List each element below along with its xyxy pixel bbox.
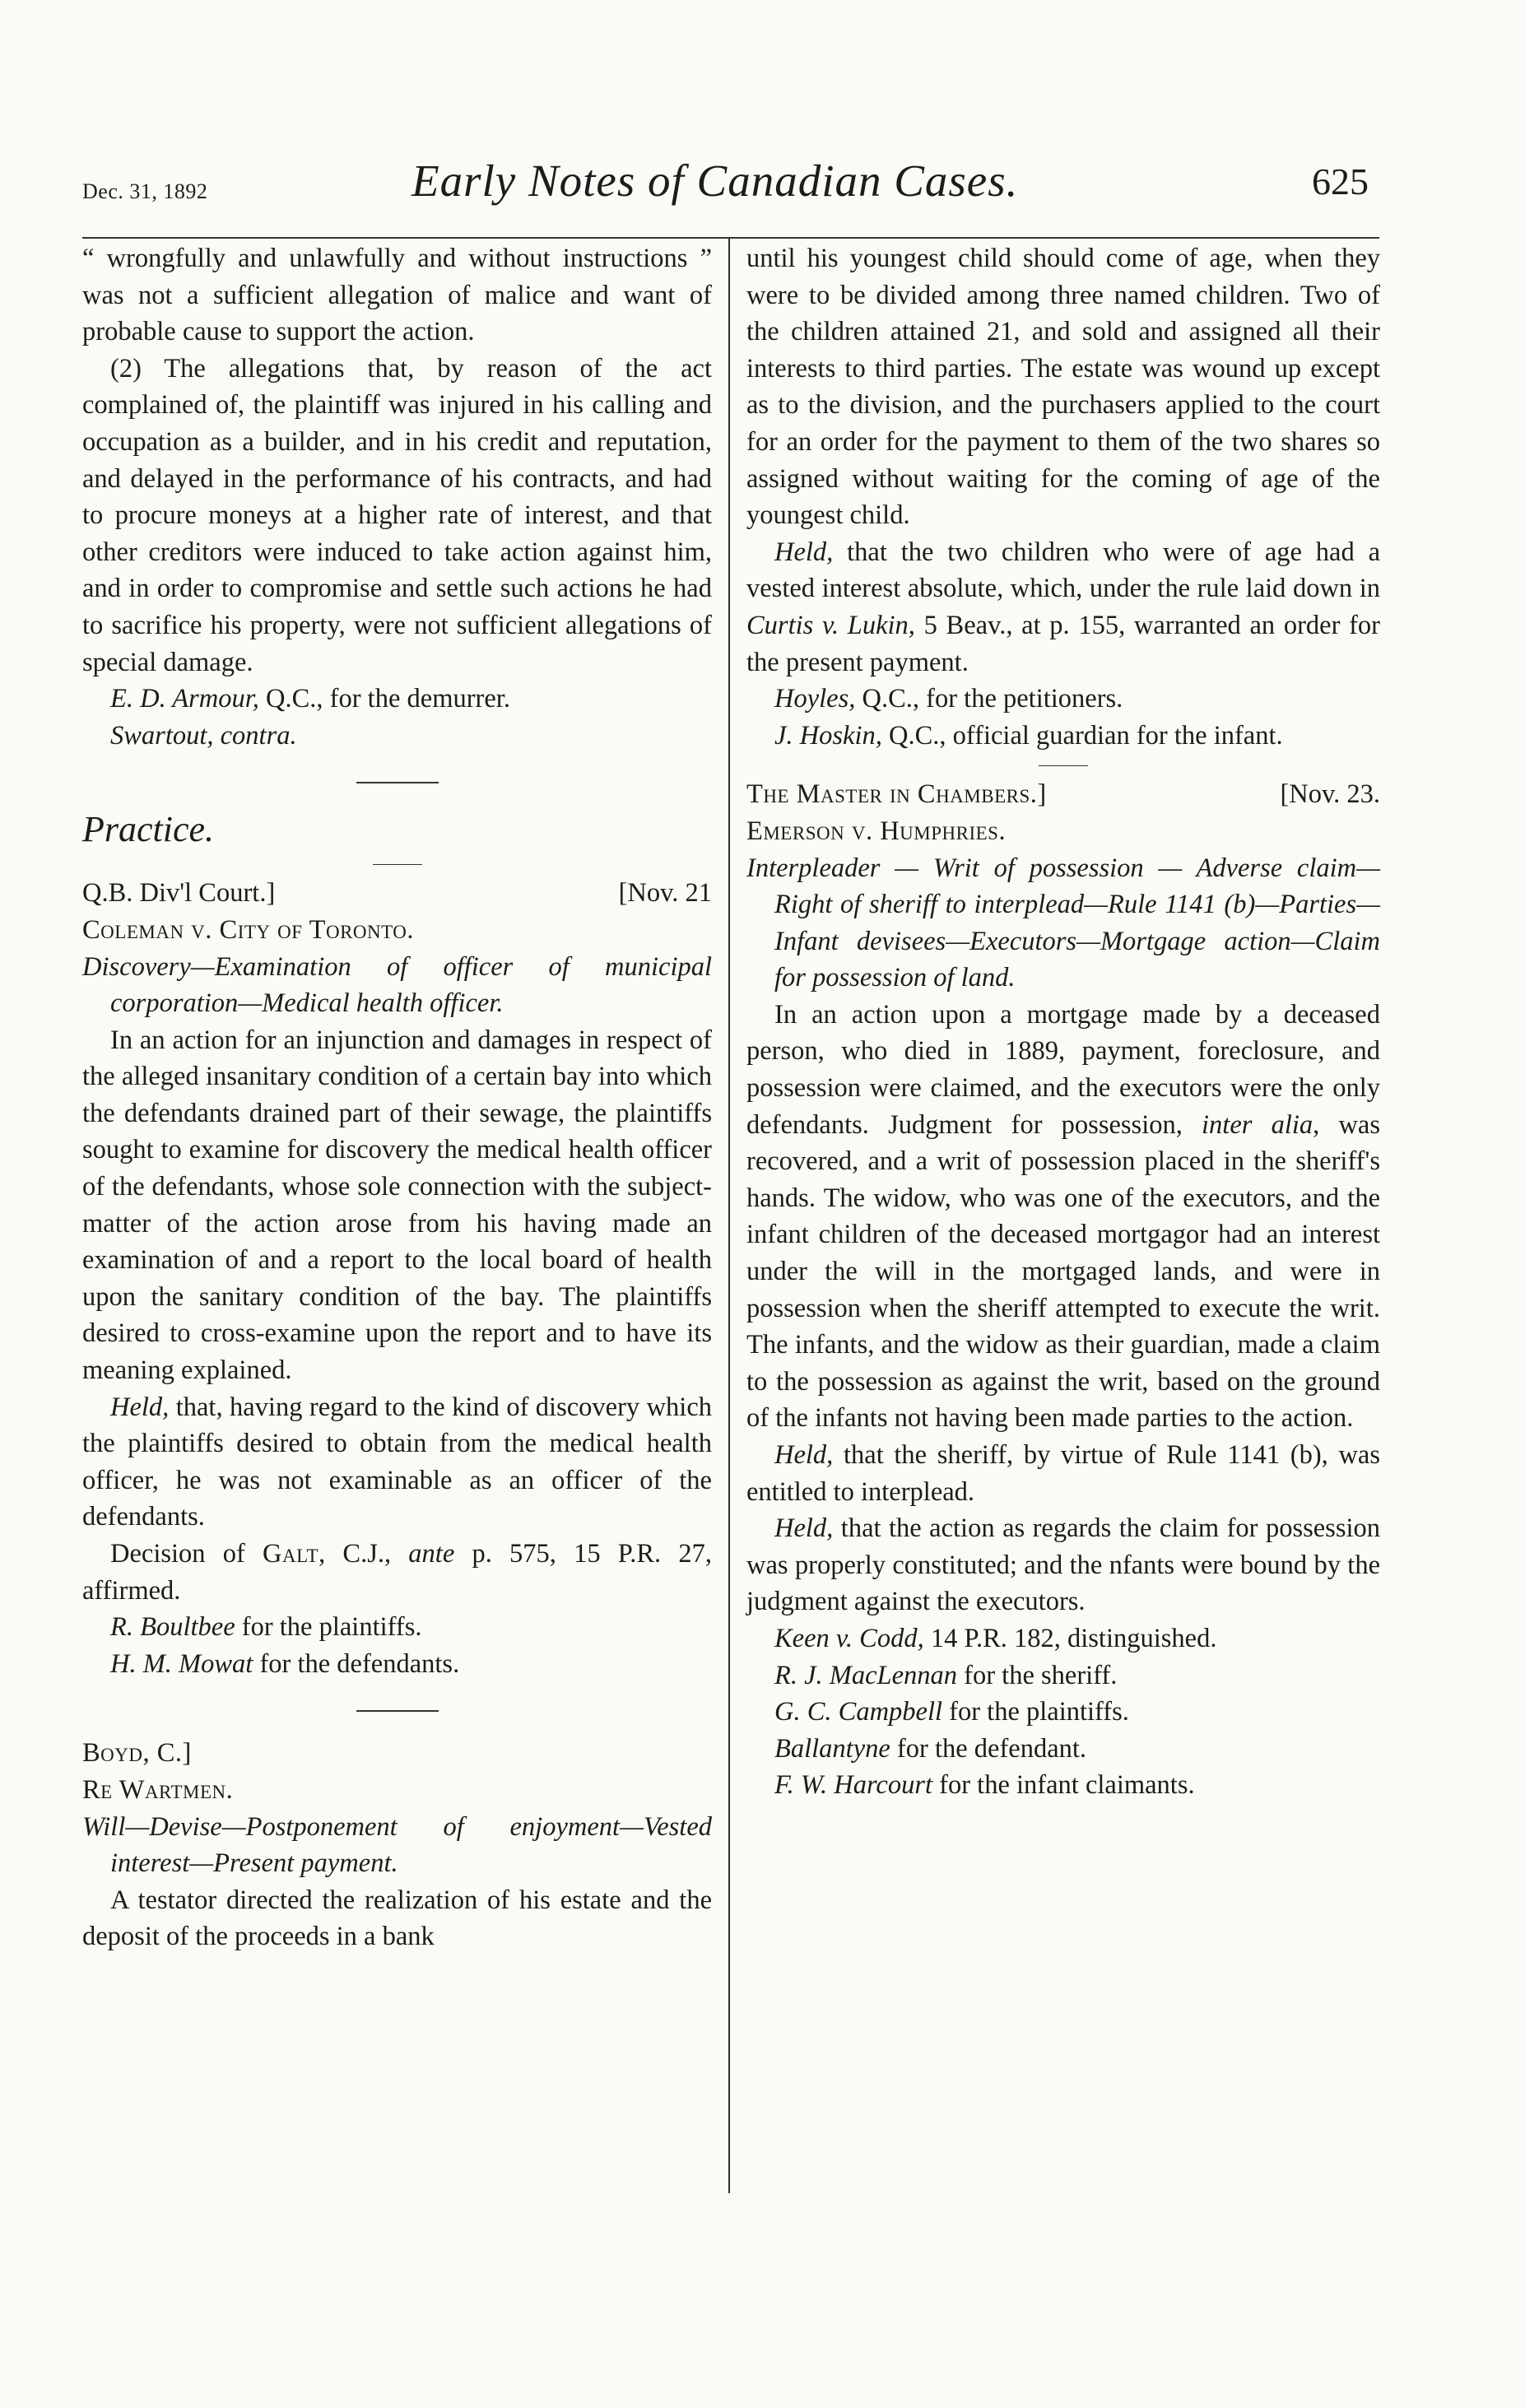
counsel-line: Swartout, contra.	[110, 720, 297, 751]
right-column	[746, 240, 1380, 1804]
paragraph: In an action upon a mortgage made by a deceased person, who died in 1889, payment, foreclosure, and possession were claimed, and the executors were the only defendants. Judgment for possession, inter alia, was recovered, and a writ of possession placed in the sheriff's hands. The widow, who was one of the executors, and the infant children of the deceased mortgagor had an interest under the will in the mortgaged lands, and were in possession when the sheriff attempted to execute the writ. The infants, and the widow as their guardian, made a claim to the possession as against the writ, based on the ground of the infants not having been made parties to the action.	[746, 999, 1380, 1434]
paragraph: until his youngest child should come of age, when they were to be divided among three named children. Two of the children attained 21, and sold and assigned all their interests to third parties. The estate was wound up except as to the division, and the purchasers applied to the court for an order for the payment to them of the two shares so assigned without waiting for the coming of age of the youngest child.	[746, 244, 1380, 531]
counsel-line: Ballantyne for the defendant.	[774, 1733, 1087, 1764]
page-number: 625	[1312, 160, 1369, 202]
court-name: The Master in Chambers.]	[746, 779, 1047, 810]
case-title: Coleman v. City of Toronto.	[82, 914, 414, 945]
paragraph: Decision of Galt, C.J., ante p. 575, 15 P.R. 27, affirmed.	[82, 1539, 713, 1606]
counsel-name: E. D. Armour,	[110, 684, 259, 714]
divider	[1039, 765, 1088, 766]
divider	[373, 864, 422, 865]
case-title: Emerson v. Humphries.	[746, 816, 1007, 846]
counsel-line: G. C. Campbell for the plaintiffs.	[774, 1697, 1129, 1727]
counsel-line: H. M. Mowat for the defendants.	[110, 1648, 460, 1679]
header-date: Dec. 31, 1892	[82, 179, 208, 203]
counsel-line: Hoyles, Q.C., for the petitioners.	[774, 684, 1123, 714]
paragraph: “ wrongfully and unlawfully and without instructions ” was not a sufficient allegation of malice and want of probable cause to support the action.	[82, 244, 712, 347]
paragraph: (2) The allegations that, by reason of the act complained of, the plaintiff was injured in his calling and occupation as a builder, and in his credit and reputation, and delayed in the performance of his contracts, and had to procure moneys at a higher rate of interest, and that other creditors were induced to take action against him, and in order to compromise and settle such actions he had to sacrifice his property, were not sufficient allegations of special damage.	[82, 353, 712, 677]
running-header	[0, 148, 1525, 214]
counsel-line: E. D. Armour, Q.C., for the demurrer.	[110, 684, 510, 714]
court-line	[746, 776, 1380, 813]
headnote: Interpleader — Writ of possession — Adverse claim—Right of sheriff to interplead—Rule 1141 (b)—Parties—Infant devisees—Executors—Mortgage action—Claim for possession of land.	[746, 853, 1380, 993]
left-column	[82, 240, 712, 1955]
paragraph: In an action for an injunction and damages in respect of the alleged insanitary condition of a certain bay into which the defendants drained part of their sewage, the plaintiffs sought to examine for discovery the medical health officer of the defendants, whose sole connection with the subject-matter of the action arose from his having made an examination of and a report to the local board of health upon the sanitary condition of the bay. The plaintiffs desired to cross-examine upon the report and to have its meaning explained.	[82, 1025, 712, 1386]
paragraph: Held, that the action as regards the claim for possession was properly constituted; and the nfants were bound by the judgment against the executors.	[746, 1513, 1380, 1617]
court-name: Q.B. Div'l Court.]	[82, 878, 276, 909]
section-divider	[356, 782, 439, 783]
court-name: Boyd, C.]	[82, 1738, 192, 1769]
counsel-line: R. J. MacLennan for the sheriff.	[774, 1660, 1118, 1690]
case-date: [Nov. 23.	[1280, 779, 1380, 810]
journal-title: Early Notes of Canadian Cases.	[411, 156, 1019, 206]
divider	[356, 1710, 439, 1712]
paragraph: Held, that, having regard to the kind of discovery which the plaintiffs desired to obtain from the medical health officer, he was not examinable as an officer of the defendants.	[82, 1392, 712, 1532]
counsel-line: F. W. Harcourt for the infant claimants.	[774, 1770, 1195, 1801]
citation-line: Keen v. Codd, 14 P.R. 182, distinguished.	[774, 1623, 1217, 1653]
header-rule	[82, 237, 1379, 239]
counsel-line: J. Hoskin, Q.C., official guardian for the infant.	[774, 720, 1283, 751]
section-title: Practice.	[82, 809, 215, 850]
paragraph: Held, that the sheriff, by virtue of Rule 1141 (b), was entitled to interplead.	[746, 1440, 1380, 1507]
case-date: [Nov. 21	[618, 878, 712, 909]
case-title: Re Wartmen.	[82, 1774, 234, 1805]
headnote: Will—Devise—Postponement of enjoyment—Vested interest—Present payment.	[82, 1811, 712, 1879]
court-line	[82, 875, 712, 912]
counsel-line: R. Boultbee for the plaintiffs.	[110, 1612, 422, 1643]
column-divider	[728, 239, 730, 2193]
paragraph: A testator directed the realization of his estate and the deposit of the proceeds in a bank	[82, 1885, 712, 1952]
paragraph: Held, that the two children who were of age had a vested interest absolute, which, under the rule laid down in Curtis v. Lukin, 5 Beav., at p. 155, warranted an order for the present payment.	[746, 537, 1380, 677]
headnote: Discovery—Examination of officer of municipal corporation—Medical health officer.	[82, 951, 712, 1019]
